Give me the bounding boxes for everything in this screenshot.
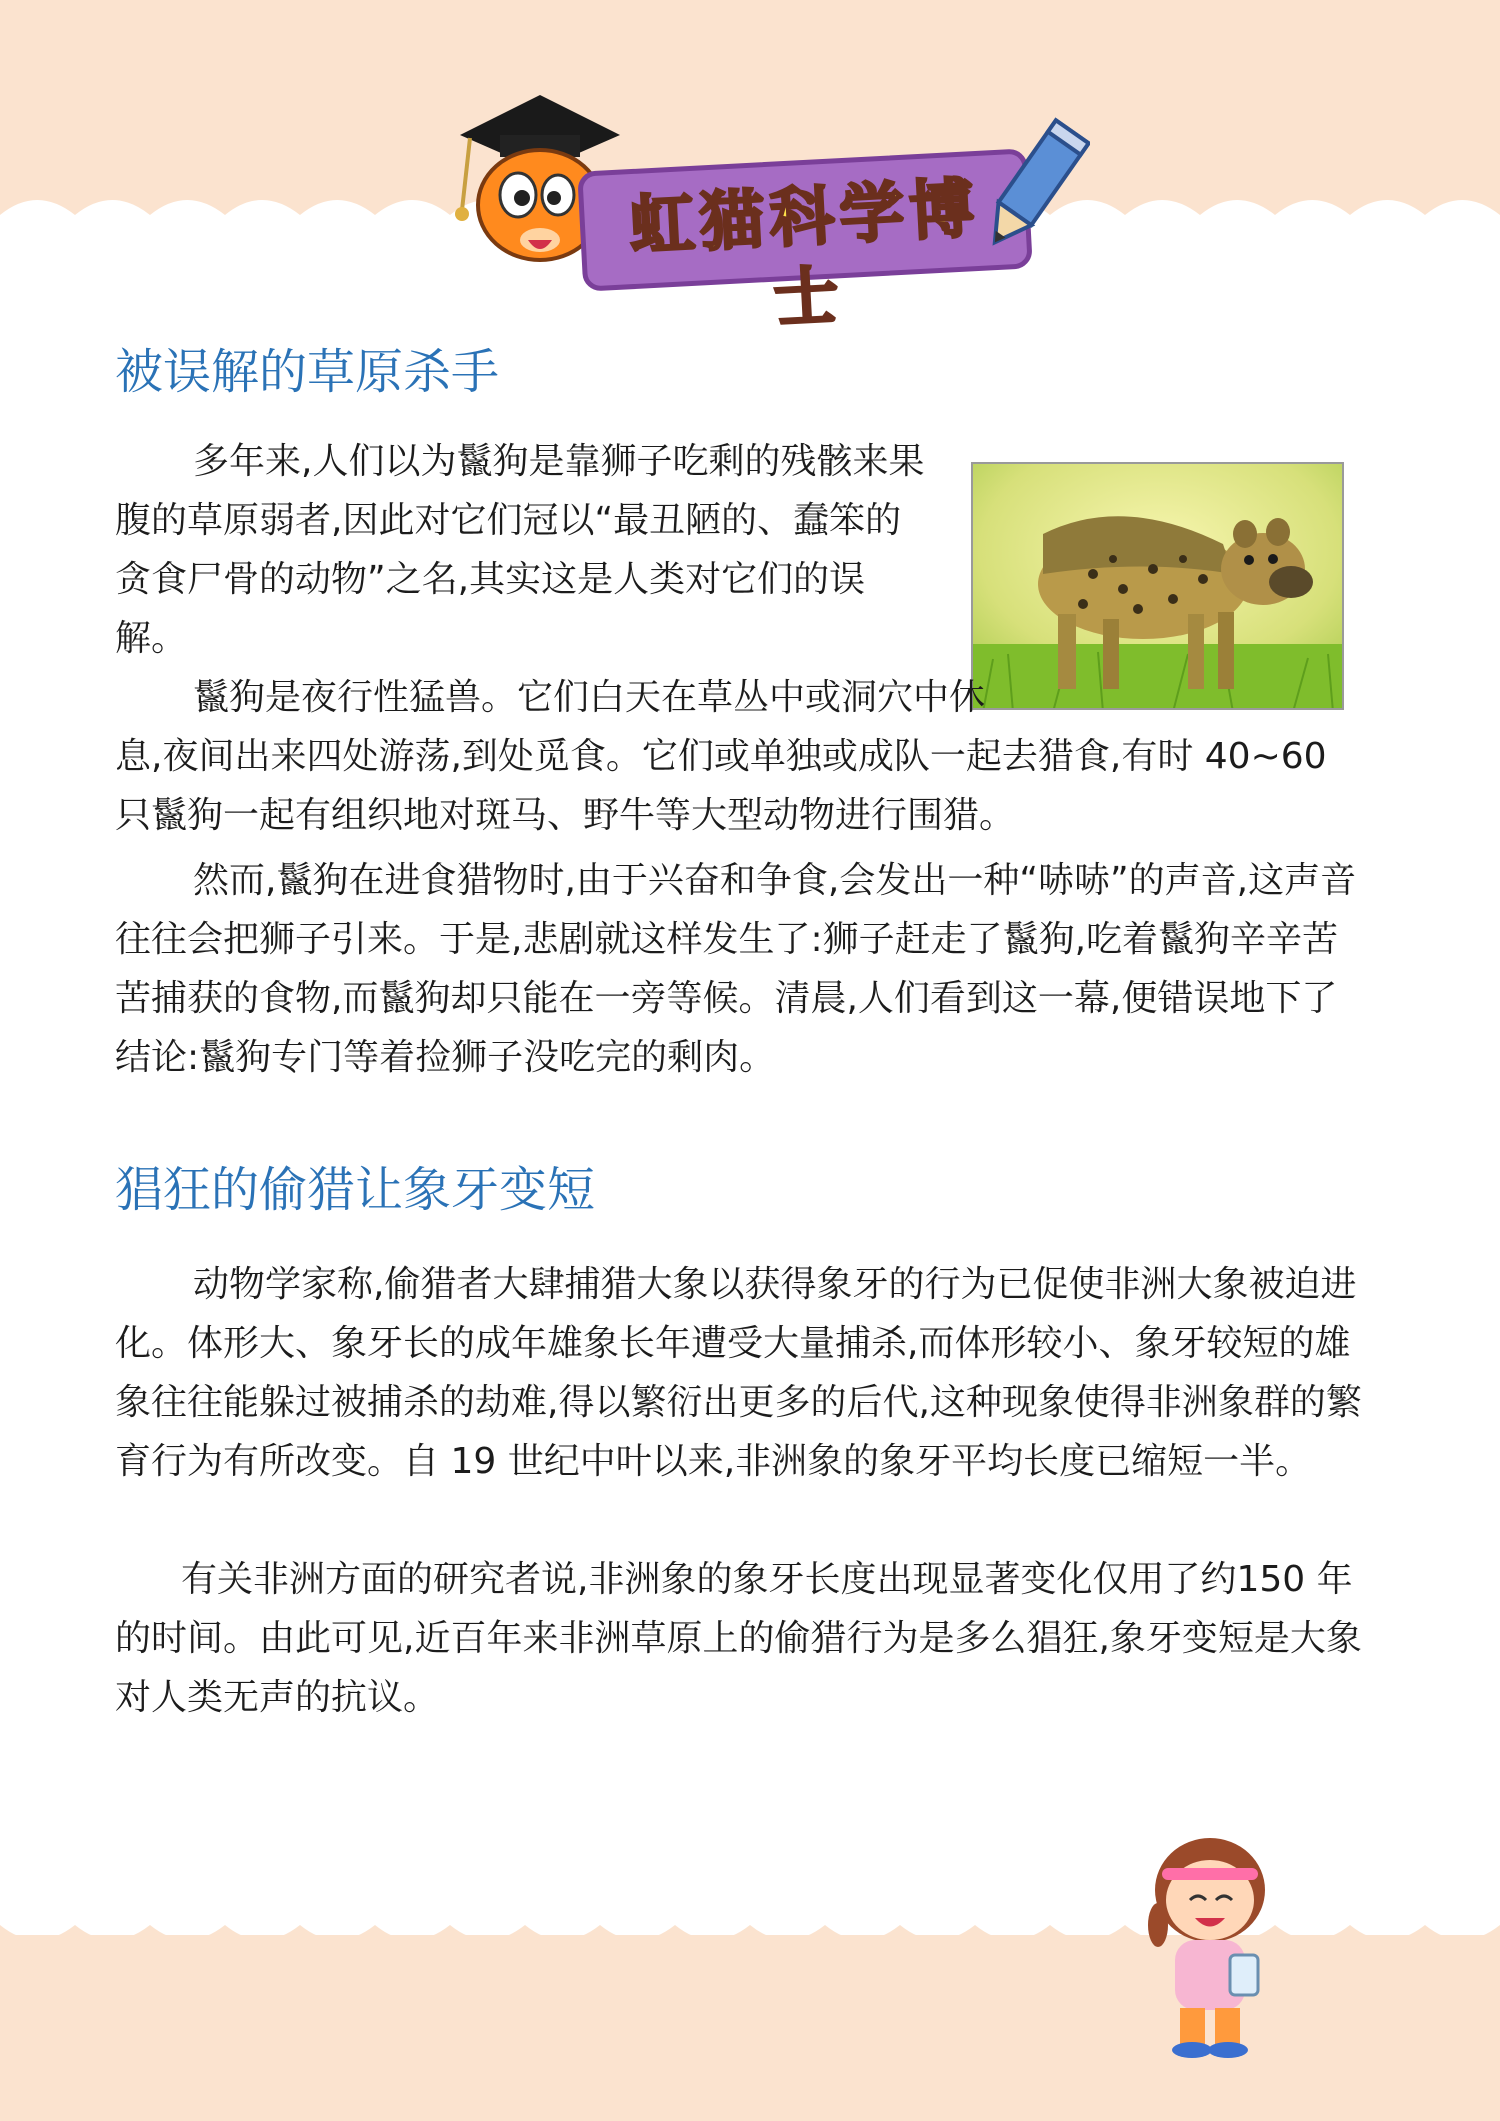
paragraph: 然而,鬣狗在进食猎物时,由于兴奋和争食,会发出一种“哧哧”的声音,这声音往往会把狮子引来。于是,悲剧就这样发生了:狮子赶走了鬣狗,吃着鬣狗辛辛苦苦捕获的食物,而鬣狗却只能在一旁等候。清晨,人们看到这一幕,便错误地下了结论:鬣狗专门等着捡狮子没吃完的剩肉。 xyxy=(115,860,1357,1078)
section-title-ivory: 猖狂的偷猎让象牙变短 xyxy=(115,1162,596,1218)
paragraph: 有关非洲方面的研究者说,非洲象的象牙长度出现显著变化仅用了约150 年的时间。由此可见,近百年来非洲草原上的偷猎行为是多么猖狂,象牙变短是大象对人类无声的抗议。 xyxy=(115,1559,1362,1718)
paragraph: 动物学家称,偷猎者大肆捕猎大象以获得象牙的行为已促使非洲大象被迫进化。体形大、象牙长的成年雄象长年遭受大量捕杀,而体形较小、象牙较短的雄象往往能躲过被捕杀的劫难,得以繁衍出更多的后代,这种现象使得非洲象群的繁育行为有所改变。自 19 世纪中叶以来,非洲象的象牙平均长度已缩短一半。 xyxy=(115,1264,1362,1482)
logo-title: 虹猫科学博士 xyxy=(628,171,982,337)
brand-logo xyxy=(440,90,1080,337)
float-spacer xyxy=(985,668,1365,708)
paragraph-text: 鬣狗是夜行性猛兽。它们白天在草丛中或洞穴中休息,夜间出来四处游荡,到处觅食。它们或单独或成队一起去猎食,有时 40~60 只鬣狗一起有组织地对斑马、野牛等大型动物进行围猎。 xyxy=(115,677,1327,836)
pencil-icon xyxy=(980,110,1090,260)
girl-mascot-icon xyxy=(1120,1830,1300,2060)
paragraph: 多年来,人们以为鬣狗是靠狮子吃剩的残骸来果腹的草原弱者,因此对它们冠以“最丑陋的、蠢笨的贪食尸骨的动物”之名,其实这是人类对它们的误解。 xyxy=(115,441,925,659)
paragraph xyxy=(115,668,1365,845)
section-title-hyena: 被误解的草原杀手 xyxy=(115,344,500,400)
